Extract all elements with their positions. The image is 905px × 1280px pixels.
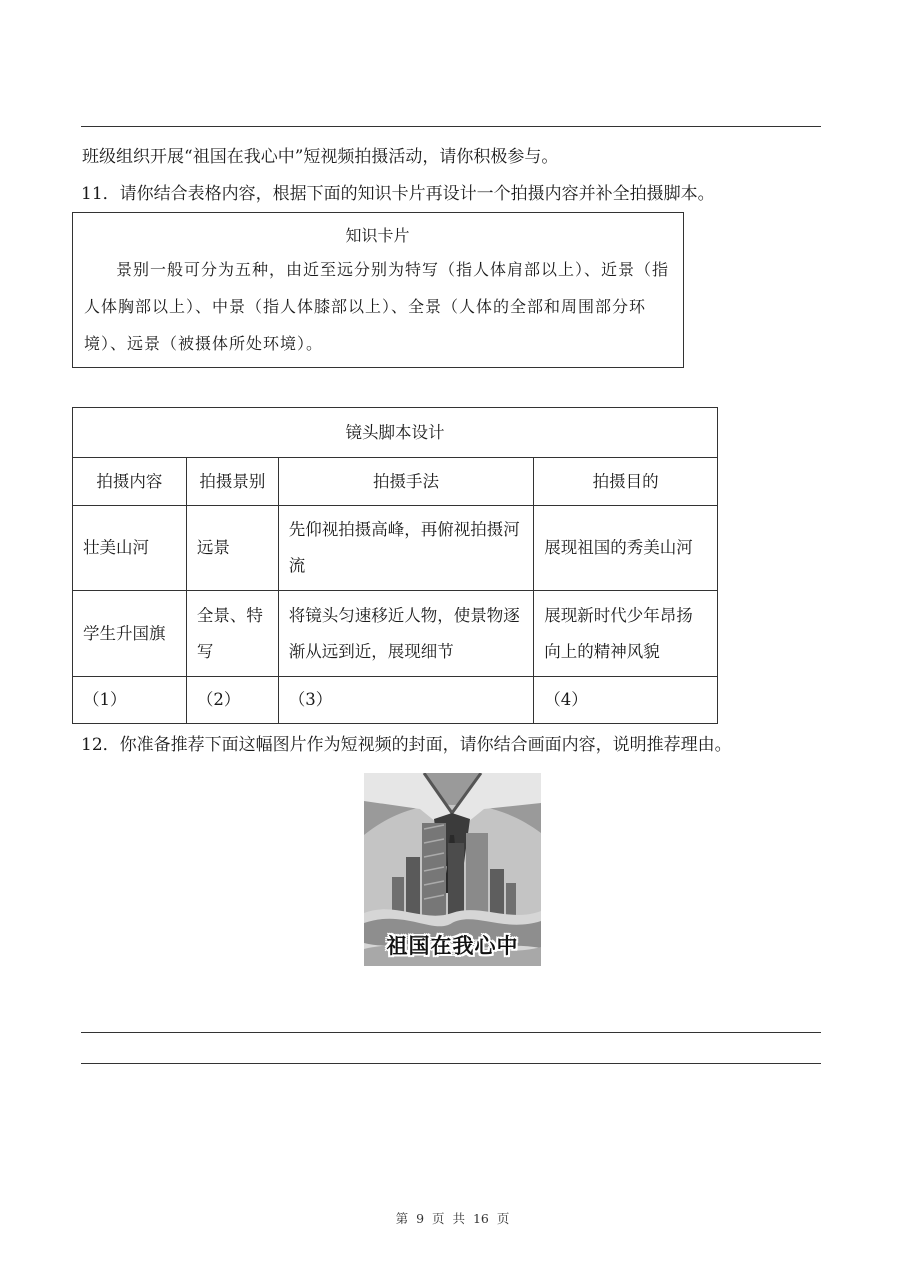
intro-text: 班级组织开展“祖国在我心中”短视频拍摄活动，请你积极参与。 xyxy=(82,147,559,167)
table-row xyxy=(73,506,718,591)
knowledge-card-title: 知识卡片 xyxy=(345,226,410,245)
blank-cell-4: （4） xyxy=(534,677,718,724)
table-cell: 将镜头匀速移近人物，使景物逐渐从远到近，展现细节 xyxy=(278,591,534,677)
table-cell: 远景 xyxy=(186,506,278,591)
table-cell: 全景、特写 xyxy=(186,591,278,677)
question-11: 11．请你结合表格内容，根据下面的知识卡片再设计一个拍摄内容并补全拍摄脚本。 xyxy=(81,184,715,204)
header-content: 拍摄内容 xyxy=(73,458,187,506)
page-footer: 第 9 页 共 16 页 xyxy=(395,1211,510,1226)
header-purpose: 拍摄目的 xyxy=(534,458,718,506)
blank-cell-2: （2） xyxy=(186,677,278,724)
cover-caption: 祖国在我心中 xyxy=(386,934,519,958)
table-cell: 展现祖国的秀美山河 xyxy=(534,506,718,591)
table-row xyxy=(73,677,718,724)
blank-cell-1: （1） xyxy=(73,677,187,724)
header-technique: 拍摄手法 xyxy=(278,458,534,506)
table-row xyxy=(73,591,718,677)
knowledge-card xyxy=(72,212,684,368)
knowledge-card-body: 景别一般可分为五种，由近至远分别为特写（指人体肩部以上）、近景（指人体胸部以上）、中景（指人体膝部以上）、全景（人体的全部和周围部分环境）、远景（被摄体所处环境）。 xyxy=(84,260,670,353)
header-shot-size: 拍摄景别 xyxy=(186,458,278,506)
question-12: 12．你准备推荐下面这幅图片作为短视频的封面，请你结合画面内容，说明推荐理由。 xyxy=(81,735,732,755)
answer-line-2 xyxy=(81,1063,821,1064)
top-rule xyxy=(81,126,821,127)
shot-script-table xyxy=(72,407,718,724)
cover-image xyxy=(364,773,541,966)
table-title: 镜头脚本设计 xyxy=(73,408,718,458)
table-cell: 学生升国旗 xyxy=(73,591,187,677)
table-cell: 先仰视拍摄高峰，再俯视拍摄河流 xyxy=(278,506,534,591)
table-cell: 展现新时代少年昂扬向上的精神风貌 xyxy=(534,591,718,677)
answer-line-1 xyxy=(81,1032,821,1033)
blank-cell-3: （3） xyxy=(278,677,534,724)
table-cell: 壮美山河 xyxy=(73,506,187,591)
